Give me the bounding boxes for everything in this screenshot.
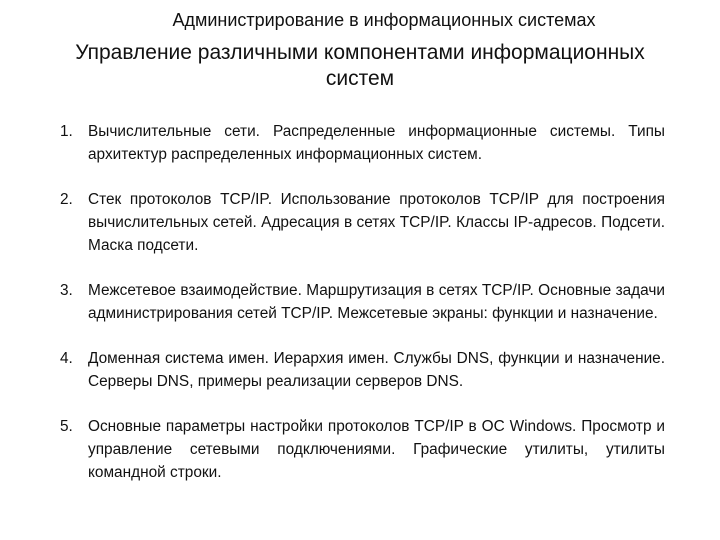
topic-text: Стек протоколов TCP/IP. Использование протоколов TCP/IP для построения вычислительных сетей. Адресация в сетях TCP/IP. Классы IP-адресов. Подсети. Маска подсети. xyxy=(88,191,665,254)
topic-item xyxy=(60,188,665,257)
topic-text: Межсетевое взаимодействие. Маршрутизация в сетях TCP/IP. Основные задачи администрирования сетей TCP/IP. Межсетевые экраны: функции и назначение. xyxy=(88,282,665,322)
topic-item xyxy=(60,415,665,484)
course-title: Администрирование в информационных системах xyxy=(172,10,596,30)
topic-item xyxy=(60,279,665,325)
topic-list xyxy=(60,120,665,506)
topic-number: 5. xyxy=(60,418,73,435)
topic-number: 2. xyxy=(60,191,73,208)
topic-text: Вычислительные сети. Распределенные информационные системы. Типы архитектур распределенных информационных систем. xyxy=(88,123,665,163)
slide-title: Управление различными компонентами информационных систем xyxy=(75,41,645,90)
topic-text: Доменная система имен. Иерархия имен. Службы DNS, функции и назначение. Серверы DNS, примеры реализации серверов DNS. xyxy=(88,350,665,390)
topic-number: 1. xyxy=(60,123,73,140)
topic-text: Основные параметры настройки протоколов TCP/IP в ОС Windows. Просмотр и управление сетевыми подключениями. Графические утилиты, утилиты командной строки. xyxy=(88,418,665,481)
course-header xyxy=(0,9,720,31)
topic-item xyxy=(60,120,665,166)
topic-number: 4. xyxy=(60,350,73,367)
topic-item xyxy=(60,347,665,393)
topic-number: 3. xyxy=(60,282,73,299)
